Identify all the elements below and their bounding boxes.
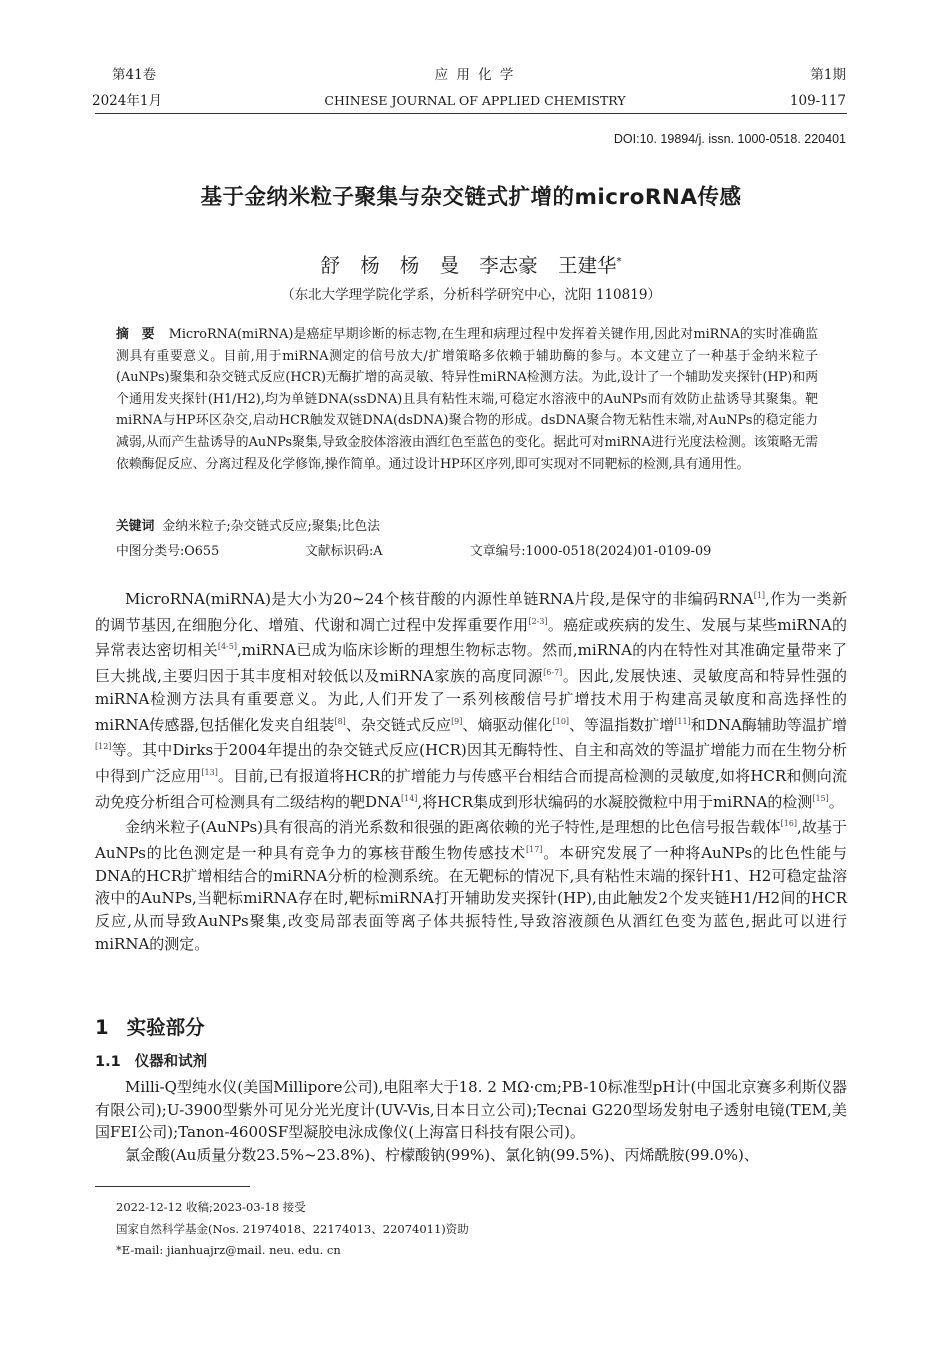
journal-name-en: CHINESE JOURNAL OF APPLIED CHEMISTRY xyxy=(324,93,626,108)
article-number: 文章编号:1000-0518(2024)01-0109-09 xyxy=(470,544,712,559)
funding-note: 国家自然科学基金(Nos. 21974018、22174013、22074011)资助 xyxy=(116,1222,469,1236)
subsection-heading xyxy=(95,1050,207,1071)
section-number: 1 xyxy=(95,1016,109,1039)
document-code: 文献标识码:A xyxy=(305,544,383,559)
keywords-text: 金纳米粒子;杂交链式反应;聚集;比色法 xyxy=(162,519,381,534)
clc-number: 中图分类号:O655 xyxy=(116,544,220,559)
abstract-text: MicroRNA(miRNA)是癌症早期诊断的标志物,在生理和病理过程中发挥着关键作用,因此对miRNA的实时准确监测具有重要意义。目前,用于miRNA测定的信号放大/扩增策略多依赖于辅助酶的参与。本文建立了一种基于金纳米粒子(AuNPs)聚集和杂交链式反应(HCR)无酶扩增的高灵敏、特异性miRNA检测方法。为此,设计了一个辅助发夹探针(HP)和两个通用发夹探针(H1/H2),均为单链DNA(ssDNA)且具有粘性末端,可稳定水溶液中的AuNPs而有效防止盐诱导其聚集。靶miRNA与HP环区杂交,启动HCR触发双链DNA(dsDNA)聚合物的形成。dsDNA聚合物无粘性末端,对AuNPs的稳定能力减弱,从而产生盐诱导的AuNPs聚集,导致金胶体溶液由酒红色至蓝色的变化。据此可对miRNA进行光度法检测。该策略无需依赖酶促反应、分离过程及化学修饰,操作简单。通过设计HP环区序列,即可实现对不同靶标的检测,具有通用性。 xyxy=(116,327,818,472)
authors: 舒 杨 杨 曼 李志豪 王建华 xyxy=(320,254,617,277)
citation-mark: [17] xyxy=(525,845,543,855)
corresponding-email: *E-mail: jianhuajrz@mail. neu. edu. cn xyxy=(116,1243,341,1257)
issue-number: 第1期 xyxy=(810,67,846,83)
keywords xyxy=(116,515,380,534)
volume-label: 第41卷 xyxy=(112,67,157,83)
citation-mark: [11] xyxy=(674,716,691,726)
citation-mark: [4-5] xyxy=(217,642,238,652)
citation-mark: [13] xyxy=(201,767,218,777)
journal-name-cn: 应 用 化 学 xyxy=(434,67,516,83)
citation-mark: [1] xyxy=(753,591,766,600)
reagents-paragraph: 氯金酸(Au质量分数23.5%~23.8%)、柠檬酸钠(99%)、氯化钠(99.5%)、丙烯酰胺(99.0%)、 xyxy=(125,1146,759,1165)
doi: DOI:10. 19894/j. issn. 1000-0518. 220401 xyxy=(613,132,846,146)
section-title: 实验部分 xyxy=(126,1016,205,1039)
page-range: 109-117 xyxy=(789,93,846,109)
citation-mark: [15] xyxy=(812,793,829,803)
author-list xyxy=(95,250,847,278)
abstract-label: 摘 要 xyxy=(116,327,159,342)
citation-mark: [14] xyxy=(401,793,418,803)
intro-paragraph-1: MicroRNA(miRNA)是大小为20~24个核苷酸的内源性单链RNA片段,是保守的非编码RNA[1],作为一类新的调节基因,在细胞分化、增殖、代谢和凋亡过程中发挥重要作用[2-3]。癌症或疾病的发生、发展与某些miRNA的异常表达密切相关[4-5],miRNA已成为临床诊断的理想生物标志物。然而,miRNA的内在特性对其准确定量带来了巨大挑战,主要归因于其丰度相对较低以及miRNA家族的高度同源[6-7]。因此,发展快速、灵敏度高和特异性强的miRNA检测方法具有重要意义。为此,人们开发了一系列核酸信号扩增技术用于构建高灵敏度和高选择性的miRNA传感器,包括催化发夹自组装[8]、杂交链式反应[9]、熵驱动催化[10]、等温指数扩增[11]和DNA酶辅助等温扩增[12]等。其中Dirks于2004年提出的杂交链式反应(HCR)因其无酶特性、自主和高效的等温扩增能力而在生物分析中得到广泛应用[13]。目前,已有报道将HCR的扩增能力与传感平台相结合而提高检测的灵敏度,如将HCR和侧向流动免疫分析组合可检测具有二级结构的靶DNA[14],将HCR集成到形状编码的水凝胶微粒中用于miRNA的检测[15]。 xyxy=(95,590,847,811)
citation-mark: [2-3] xyxy=(528,616,548,626)
citation-mark: [6-7] xyxy=(543,668,563,678)
citation-mark: [10] xyxy=(552,716,570,726)
citation-mark: [16] xyxy=(780,819,797,829)
introduction xyxy=(95,585,847,956)
subsection-title: 仪器和试剂 xyxy=(134,1054,208,1070)
methods-text xyxy=(95,1076,847,1167)
citation-mark: [8] xyxy=(334,716,346,726)
header-rule xyxy=(95,113,847,114)
intro-paragraph-2: 金纳米粒子(AuNPs)具有很高的消光系数和很强的距离依赖的光子特性,是理想的比色信号报告载体[16],故基于AuNPs的比色测定是一种具有竞争力的寡核苷酸生物传感技术[17]。本研究发展了一种将AuNPs的比色性能与DNA的HCR扩增相结合的miRNA分析的检测系统。在无靶标的情况下,具有粘性末端的探针H1、H2可稳定盐溶液中的AuNPs,当靶标miRNA存在时,靶标miRNA打开辅助发夹探针(HP),由此触发2个发夹链H1/H2间的HCR反应,从而导致AuNPs聚集,改变局部表面等离子体共振特性,导致溶液颜色从酒红色变为蓝色,据此可以进行miRNA的测定。 xyxy=(95,818,847,953)
footnote-rule xyxy=(95,1186,250,1187)
subsection-number: 1.1 xyxy=(95,1054,121,1070)
abstract xyxy=(116,324,818,475)
instruments-paragraph: Milli-Q型纯水仪(美国Millipore公司),电阻率大于18. 2 MΩ·cm;PB-10标准型pH计(中国北京赛多利斯仪器有限公司);U-3900型紫外可见分光光度计(UV-Vis,日本日立公司);Tecnai G220型场发射电子透射电镜(TEM,美国FEI公司);Tanon-4600SF型凝胶电泳成像仪(上海富日科技有限公司)。 xyxy=(95,1078,847,1142)
corresponding-mark: * xyxy=(616,256,622,268)
section-heading xyxy=(95,1012,205,1040)
affiliation: （东北大学理学院化学系，分析科学研究中心，沈阳 110819） xyxy=(281,287,661,303)
citation-mark: [12] xyxy=(95,742,112,752)
article-title: 基于金纳米粒子聚集与杂交链式扩增的microRNA传感 xyxy=(200,185,742,210)
keywords-label: 关键词 xyxy=(116,519,155,534)
issue-date: 2024年1月 xyxy=(92,93,162,109)
received-date: 2022-12-12 收稿;2023-03-18 接受 xyxy=(116,1200,306,1214)
citation-mark: [9] xyxy=(451,716,463,726)
